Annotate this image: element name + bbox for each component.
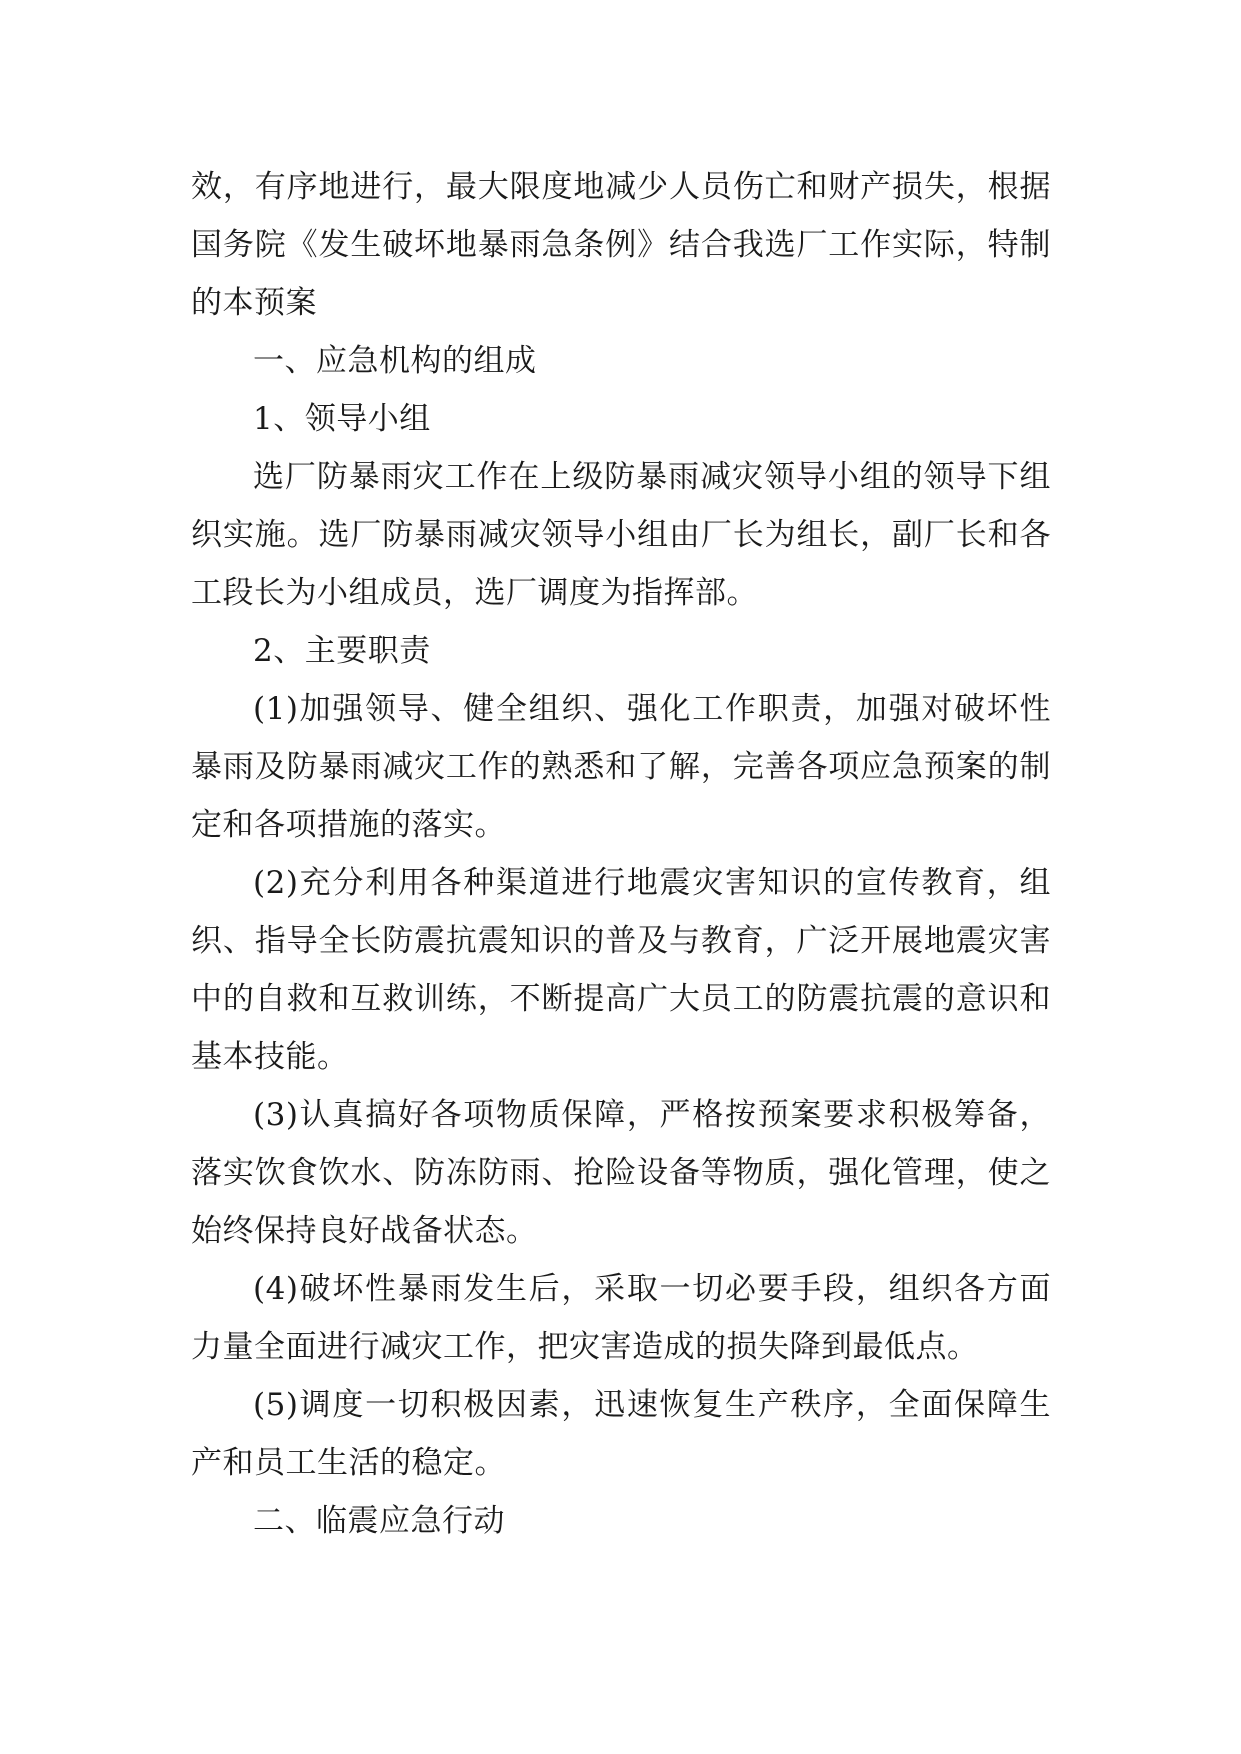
paragraph-leadership-group: 选厂防暴雨灾工作在上级防暴雨减灾领导小组的领导下组织实施。选厂防暴雨减灾领导小组由厂长为组长，副厂长和各工段长为小组成员，选厂调度为指挥部。 [191, 459, 1051, 611]
section-heading-emergency-organization: 一、应急机构的组成 [253, 343, 537, 379]
document-body [191, 158, 1051, 1550]
paragraph-continuation: 效，有序地进行，最大限度地减少人员伤亡和财产损失，根据国务院《发生破坏地暴雨急条例》结合我选厂工作实际，特制的本预案 [191, 169, 1051, 321]
section-heading-emergency-action: 二、临震应急行动 [253, 1503, 505, 1539]
duty-item-2: (2)充分利用各种渠道进行地震灾害知识的宣传教育，组织、指导全长防震抗震知识的普及与教育，广泛开展地震灾害中的自救和互救训练，不断提高广大员工的防震抗震的意识和基本技能。 [191, 865, 1051, 1075]
duty-item-4: (4)破坏性暴雨发生后，采取一切必要手段，组织各方面力量全面进行减灾工作，把灾害造成的损失降到最低点。 [191, 1271, 1051, 1365]
subsection-heading-leadership-group: 1、领导小组 [253, 401, 431, 437]
duty-item-5: (5)调度一切积极因素，迅速恢复生产秩序，全面保障生产和员工生活的稳定。 [191, 1387, 1051, 1481]
duty-item-3: (3)认真搞好各项物质保障，严格按预案要求积极筹备，落实饮食饮水、防冻防雨、抢险设备等物质，强化管理，使之始终保持良好战备状态。 [191, 1097, 1051, 1249]
duty-item-1: (1)加强领导、健全组织、强化工作职责，加强对破坏性暴雨及防暴雨减灾工作的熟悉和了解，完善各项应急预案的制定和各项措施的落实。 [191, 691, 1051, 843]
subsection-heading-main-duties: 2、主要职责 [253, 633, 431, 669]
